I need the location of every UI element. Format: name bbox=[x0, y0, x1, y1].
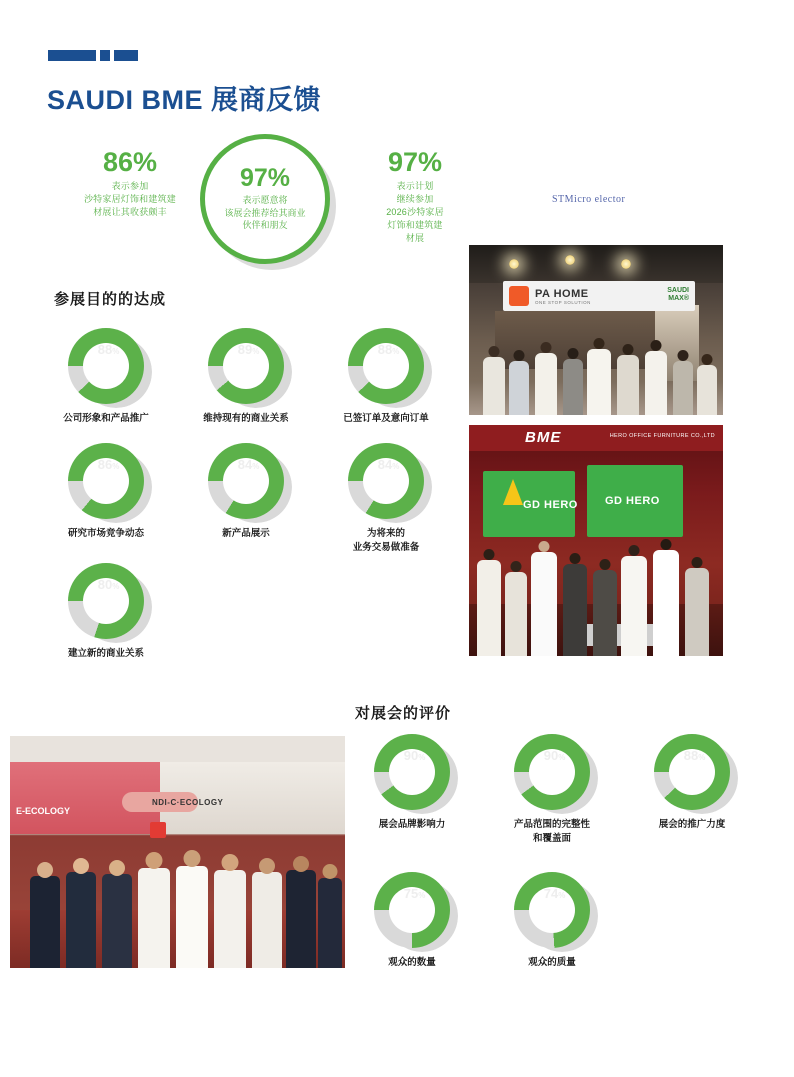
photo-booth-bme bbox=[469, 425, 723, 656]
donut-graphic bbox=[514, 872, 590, 948]
goal-donut-1-label: 公司形象和产品推广 bbox=[63, 413, 149, 424]
donut-graphic bbox=[68, 443, 144, 519]
top-stat-3 bbox=[355, 148, 475, 245]
donut-ring bbox=[374, 734, 450, 810]
goal-donut-2-label: 维持现有的商业关系 bbox=[203, 413, 289, 424]
donut-ring bbox=[68, 328, 144, 404]
booth-logo-icon bbox=[150, 822, 166, 838]
accent-bar-2 bbox=[100, 50, 110, 61]
goal-donut-5-label: 新产品展示 bbox=[222, 528, 270, 539]
photo-group bbox=[10, 736, 345, 968]
goal-donut-2-value: 89% bbox=[237, 341, 260, 357]
eval-donut-4-value: 75% bbox=[403, 885, 426, 901]
goal-donut-7-label: 建立新的商业关系 bbox=[67, 648, 144, 659]
top-stat-3-value: 97% bbox=[387, 147, 443, 177]
eval-donut-1 bbox=[352, 734, 472, 832]
eval-donut-4 bbox=[352, 872, 472, 970]
donut-ring bbox=[208, 328, 284, 404]
eval-donut-1-value: 90% bbox=[403, 747, 426, 763]
top-stat-2 bbox=[200, 134, 330, 264]
goal-donut-6-label: 为将来的 业务交易做准备 bbox=[352, 528, 420, 554]
eval-donut-2 bbox=[492, 734, 612, 847]
page-title: SAUDI BME 展商反馈 bbox=[47, 85, 322, 115]
donut-ring bbox=[348, 328, 424, 404]
bme-panel-text-1: GD HERO bbox=[523, 499, 578, 511]
goals-section-heading: 参展目的的达成 bbox=[54, 291, 167, 308]
goal-donut-1 bbox=[46, 328, 166, 426]
top-stat-2-value: 97% bbox=[239, 164, 291, 193]
donut-graphic bbox=[374, 734, 450, 810]
top-stat-2-desc: 表示愿意将 该展会推荐给其商业 伙伴和朋友 bbox=[224, 195, 306, 231]
eval-donut-1-label: 展会品牌影响力 bbox=[378, 819, 446, 830]
photo-booth-pahome bbox=[469, 245, 723, 415]
donut-graphic bbox=[68, 563, 144, 639]
booth-brand-sub: ONE STOP SOLUTION bbox=[535, 299, 591, 305]
donut-graphic bbox=[68, 328, 144, 404]
donut-ring bbox=[348, 443, 424, 519]
goal-donut-5-value: 84% bbox=[237, 456, 260, 472]
booth-sign bbox=[503, 281, 695, 311]
goal-donut-2 bbox=[186, 328, 306, 426]
donut-ring bbox=[654, 734, 730, 810]
accent-bar-3 bbox=[114, 50, 138, 61]
header-accent-bars bbox=[48, 50, 138, 61]
goal-donut-4-value: 86% bbox=[97, 456, 120, 472]
donut-ring bbox=[68, 563, 144, 639]
top-stat-1-value: 86% bbox=[102, 147, 158, 177]
goal-donut-7-value: 80% bbox=[97, 576, 120, 592]
goal-donut-5 bbox=[186, 443, 306, 541]
eval-donut-3 bbox=[632, 734, 752, 832]
top-stat-3-desc: 表示计划 继续参加 2026沙特家居 灯饰和建筑建 材展 bbox=[386, 180, 444, 243]
donut-ring bbox=[208, 443, 284, 519]
evaluation-section-heading: 对展会的评价 bbox=[355, 705, 452, 722]
eval-donut-5 bbox=[492, 872, 612, 970]
donut-ring bbox=[514, 734, 590, 810]
eval-donut-3-label: 展会的推广力度 bbox=[658, 819, 726, 830]
group-booth-text: NDI-C·ECOLOGY bbox=[152, 798, 224, 807]
booth-brand-text: PA HOME bbox=[535, 287, 589, 300]
goal-donut-3-label: 已签订单及意向订单 bbox=[343, 413, 429, 424]
booth-corner-text: SAUDI MAX® bbox=[667, 287, 689, 302]
donut-ring bbox=[514, 872, 590, 948]
donut-graphic bbox=[348, 443, 424, 519]
bme-logo-text: BME bbox=[525, 429, 562, 446]
donut-graphic bbox=[654, 734, 730, 810]
ring-outline bbox=[200, 134, 330, 264]
goal-donut-7 bbox=[46, 563, 166, 661]
eval-donut-2-label: 产品范围的完整性 和覆盖面 bbox=[513, 819, 590, 845]
top-stats-group bbox=[40, 140, 460, 250]
top-stat-1 bbox=[70, 148, 190, 219]
donut-graphic bbox=[348, 328, 424, 404]
donut-ring bbox=[68, 443, 144, 519]
group-wall-text: E-ECOLOGY bbox=[16, 806, 71, 816]
eval-donut-3-value: 88% bbox=[683, 747, 706, 763]
pa-logo-icon bbox=[509, 286, 529, 306]
goal-donut-4 bbox=[46, 443, 166, 541]
goal-donut-6 bbox=[326, 443, 446, 556]
goal-donut-3-value: 88% bbox=[377, 341, 400, 357]
watermark-text: STMicro elector bbox=[552, 194, 626, 205]
goal-donut-4-label: 研究市场竞争动态 bbox=[67, 528, 144, 539]
donut-graphic bbox=[374, 872, 450, 948]
top-stat-1-desc: 表示参加 沙特家居灯饰和建筑建 材展让其收获颇丰 bbox=[83, 180, 176, 217]
eval-donut-4-label: 观众的数量 bbox=[388, 957, 436, 968]
eval-donut-2-value: 90% bbox=[543, 747, 566, 763]
donut-graphic bbox=[514, 734, 590, 810]
goal-donut-3 bbox=[326, 328, 446, 426]
donut-graphic bbox=[208, 443, 284, 519]
goal-donut-1-value: 88% bbox=[97, 341, 120, 357]
goal-donut-6-value: 84% bbox=[377, 456, 400, 472]
bme-side-text: HERO OFFICE FURNITURE CO.,LTD bbox=[609, 433, 715, 439]
eval-donut-5-label: 观众的质量 bbox=[528, 957, 576, 968]
donut-graphic bbox=[208, 328, 284, 404]
eval-donut-5-value: 74% bbox=[543, 885, 566, 901]
bme-panel-text-2: GD HERO bbox=[605, 495, 660, 507]
donut-ring bbox=[374, 872, 450, 948]
accent-bar-1 bbox=[48, 50, 96, 61]
